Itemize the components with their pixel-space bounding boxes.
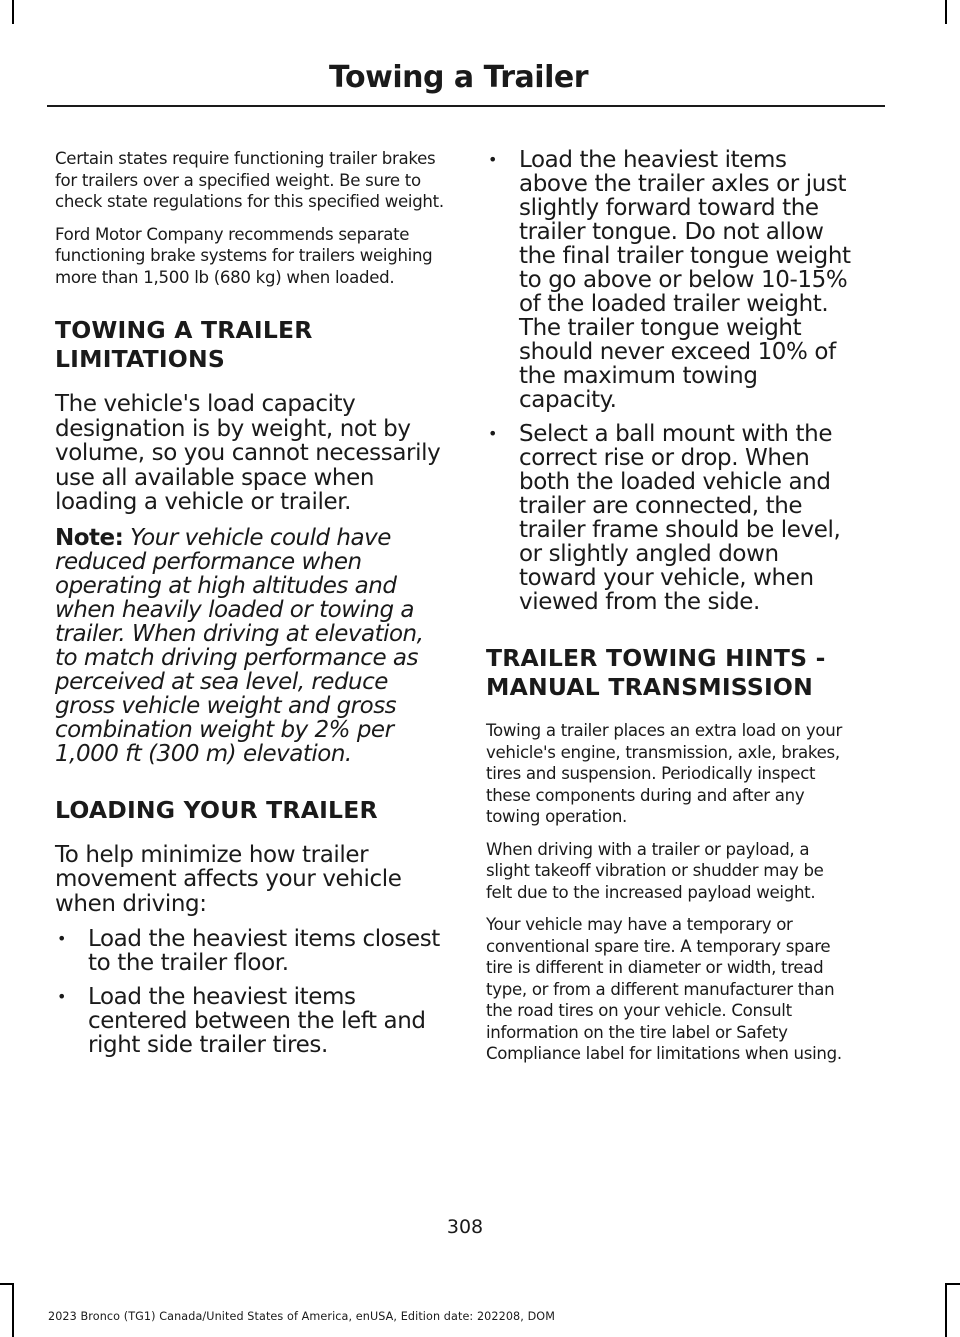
bullet-dot: • <box>488 424 498 443</box>
crop-mark-top-left <box>12 0 14 24</box>
crop-mark-bottom-left-h <box>0 1283 14 1285</box>
paragraph-ford-recommends: Ford Motor Company recommends separate functioning brake systems for trailers weighing more than 1,500 lb (680 kg) when loaded. <box>55 224 433 287</box>
list-item <box>486 148 854 412</box>
crop-mark-bottom-right-h <box>945 1283 960 1285</box>
bullet-dot: • <box>57 987 67 1006</box>
heading-loading-trailer: LOADING YOUR TRAILER <box>55 795 378 824</box>
paragraph-vibration: When driving with a trailer or payload, a slight takeoff vibration or shudder may be felt due to the increased payload weight. <box>486 839 824 902</box>
bullet-text: Select a ball mount with the correct rise or drop. When both the loaded vehicle and trailer are connected, the trailer frame should be level, or slightly angled down toward your vehicle, when viewed from the side. <box>519 421 841 615</box>
list-item <box>55 927 450 975</box>
bullet-text: Load the heaviest items centered between the left and right side trailer tires. <box>88 984 426 1058</box>
list-item <box>55 985 450 1057</box>
heading-towing-hints: TRAILER TOWING HINTS - MANUAL TRANSMISSION <box>486 644 826 701</box>
crop-mark-bottom-left <box>12 1283 14 1337</box>
bullet-text: Load the heaviest items closest to the trailer floor. <box>88 926 440 976</box>
left-column <box>55 148 450 1067</box>
paragraph-spare-tire: Your vehicle may have a temporary or conventional spare tire. A temporary spare tire is different in diameter or width, tread type, or from a different manufacturer than the road tires on your vehicle. Consult information on the tire label or Safety Compliance label for limitations when using. <box>486 915 842 1063</box>
footer-edition: 2023 Bronco (TG1) Canada/United States of America, enUSA, Edition date: 202208, DOM <box>48 1310 555 1323</box>
bullet-dot: • <box>488 150 498 169</box>
bullet-dot: • <box>57 929 67 948</box>
crop-mark-bottom-right <box>945 1283 947 1337</box>
note-label: Note: <box>55 524 124 551</box>
paragraph-minimize-movement: To help minimize how trailer movement affects your vehicle when driving: <box>55 841 402 917</box>
heading-towing-limitations: TOWING A TRAILER LIMITATIONS <box>55 316 313 373</box>
paragraph-brake-states: Certain states require functioning trailer brakes for trailers over a specified weight. Be sure to check state regulations for this specified weight. <box>55 149 444 211</box>
paragraph-extra-load: Towing a trailer places an extra load on your vehicle's engine, transmission, axle, brakes, tires and suspension. Periodically inspect these components during and after any towing operation. <box>486 721 842 826</box>
note-block <box>55 526 450 766</box>
crop-mark-top-right <box>945 0 947 24</box>
bullet-list-left <box>55 927 450 1057</box>
header-rule <box>47 105 885 107</box>
bullet-text: Load the heaviest items above the trailer axles or just slightly forward toward the trailer tongue. Do not allow the final trailer tongue weight to go above or below 10-15% of the loaded trailer weight. The trailer tongue weight should never exceed 10% of the maximum towing capacity. <box>519 147 851 413</box>
page-title: Towing a Trailer <box>329 60 588 95</box>
page-number: 308 <box>446 1216 484 1238</box>
right-column <box>486 148 854 1076</box>
paragraph-load-capacity: The vehicle's load capacity designation is by weight, not by volume, so you cannot necessarily use all available space when loading a vehicle or trailer. <box>55 391 441 515</box>
note-text: Your vehicle could have reduced performance when operating at high altitudes and when heavily loaded or towing a trailer. When driving at elevation, to match driving performance as perceived at sea level, reduce gross vehicle weight and gross combination weight by 2% per 1,000 ft (300 m) elevation. <box>55 524 424 767</box>
list-item <box>486 422 854 614</box>
bullet-list-right <box>486 148 854 614</box>
